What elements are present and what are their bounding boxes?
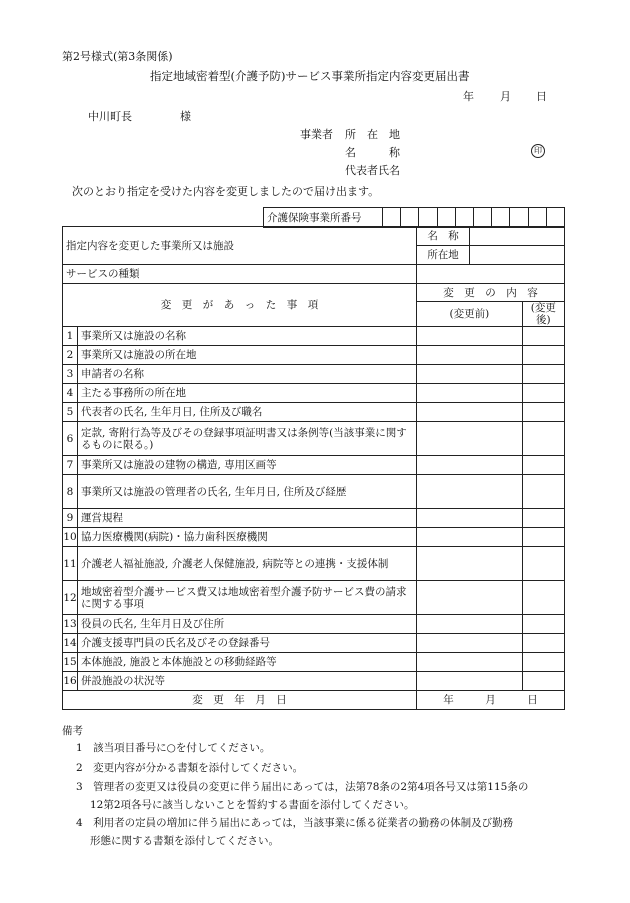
after-cell — [522, 422, 564, 456]
item-text: 併設施設の状況等 — [78, 672, 417, 691]
item-text: 申請者の名称 — [78, 365, 417, 384]
item-number: 6 — [63, 422, 78, 456]
main-table — [62, 226, 565, 710]
after-cell — [522, 403, 564, 422]
after-cell — [522, 384, 564, 403]
digit-cell — [401, 208, 419, 228]
after-cell — [522, 528, 564, 547]
seal-mark — [531, 143, 545, 158]
after-cell — [522, 475, 564, 509]
business-label: 事業者 — [300, 128, 333, 141]
insurer-number-table — [263, 207, 565, 228]
item-number: 8 — [63, 475, 78, 509]
item-number: 2 — [63, 346, 78, 365]
item-number: 4 — [63, 384, 78, 403]
item-number: 15 — [63, 653, 78, 672]
seal-text: 印 — [531, 144, 545, 158]
after-cell — [522, 634, 564, 653]
after-cell — [522, 365, 564, 384]
item-text: 代表者の氏名, 生年月日, 住所及び職名 — [78, 403, 417, 422]
before-cell — [417, 547, 523, 581]
item-number: 7 — [63, 456, 78, 475]
item-text: 事業所又は施設の名称 — [78, 327, 417, 346]
digit-cell — [437, 208, 455, 228]
item-number: 10 — [63, 528, 78, 547]
date-day: 日 — [536, 90, 547, 103]
item-number: 16 — [63, 672, 78, 691]
before-cell — [417, 365, 523, 384]
note-line: 2 変更内容が分かる書類を添付してください。 — [76, 762, 304, 774]
item-text: 協力医療機関(病院)・協力歯科医療機関 — [78, 528, 417, 547]
item-text: 事業所又は施設の管理者の氏名, 生年月日, 住所及び経歴 — [78, 475, 417, 509]
item-text: 役員の氏名, 生年月日及び住所 — [78, 615, 417, 634]
form-number: 第2号様式(第3条関係) — [62, 50, 173, 63]
after-cell — [522, 581, 564, 615]
note-line: 12第2項各号に該当しないことを誓約する書面を添付してください。 — [90, 799, 415, 811]
before-cell — [417, 672, 523, 691]
change-date-label: 変 更 年 月 日 — [63, 691, 417, 710]
digit-cell — [510, 208, 528, 228]
item-number: 12 — [63, 581, 78, 615]
before-cell — [417, 615, 523, 634]
notes-heading: 備考 — [62, 725, 83, 737]
digit-cell — [528, 208, 546, 228]
item-number: 11 — [63, 547, 78, 581]
after-label: (変更後) — [522, 302, 564, 327]
digit-cell — [492, 208, 510, 228]
digit-cell — [455, 208, 473, 228]
change-content-header: 変 更 の 内 容 — [417, 284, 565, 302]
item-text: 事業所又は施設の所在地 — [78, 346, 417, 365]
facility-name-value — [470, 227, 565, 246]
date-year: 年 — [463, 90, 474, 103]
date-month: 月 — [500, 90, 511, 103]
before-cell — [417, 346, 523, 365]
after-cell — [522, 672, 564, 691]
service-type-label: サービスの種類 — [63, 265, 417, 284]
before-cell — [417, 653, 523, 672]
before-cell — [417, 509, 523, 528]
service-type-value — [417, 265, 565, 284]
after-cell — [522, 615, 564, 634]
facility-label: 指定内容を変更した事業所又は施設 — [63, 227, 417, 265]
recipient-suffix: 様 — [180, 110, 191, 123]
intro-text: 次のとおり指定を受けた内容を変更しましたので届け出ます。 — [72, 185, 380, 198]
after-cell — [522, 327, 564, 346]
address-label: 所 在 地 — [345, 128, 400, 141]
before-cell — [417, 422, 523, 456]
item-number: 1 — [63, 327, 78, 346]
facility-address-value — [470, 246, 565, 265]
after-cell — [522, 456, 564, 475]
after-cell — [522, 509, 564, 528]
digit-cell — [383, 208, 401, 228]
note-line: 形態に関する書類を添付してください。 — [90, 835, 279, 847]
change-date-value: 年 月 日 — [417, 691, 565, 710]
item-number: 13 — [63, 615, 78, 634]
note-line: 4 利用者の定員の増加に伴う届出にあっては，当該事業に係る従業者の勤務の体制及び勤務 — [76, 817, 514, 829]
note-line: 1 該当項目番号に○を付してください。 — [76, 742, 271, 754]
after-cell — [522, 653, 564, 672]
after-cell — [522, 547, 564, 581]
item-text: 事業所又は施設の建物の構造, 専用区画等 — [78, 456, 417, 475]
before-cell — [417, 581, 523, 615]
digit-cell — [473, 208, 491, 228]
before-cell — [417, 528, 523, 547]
form-title: 指定地域密着型(介護予防)サービス事業所指定内容変更届出書 — [150, 69, 470, 83]
facility-name-label: 名 称 — [417, 227, 470, 246]
before-cell — [417, 327, 523, 346]
item-number: 3 — [63, 365, 78, 384]
facility-address-label: 所在地 — [417, 246, 470, 265]
before-cell — [417, 403, 523, 422]
before-cell — [417, 456, 523, 475]
before-cell — [417, 384, 523, 403]
item-text: 地域密着型介護サービス費又は地域密着型介護予防サービス費の請求に関する事項 — [78, 581, 417, 615]
item-text: 本体施設, 施設と本体施設との移動経路等 — [78, 653, 417, 672]
item-text: 運営規程 — [78, 509, 417, 528]
digit-cell — [546, 208, 564, 228]
item-number: 9 — [63, 509, 78, 528]
representative-label: 代表者氏名 — [345, 164, 400, 177]
after-cell — [522, 346, 564, 365]
item-number: 14 — [63, 634, 78, 653]
insurer-number-label: 介護保険事業所番号 — [264, 208, 383, 228]
item-number: 5 — [63, 403, 78, 422]
item-text: 定款, 寄附行為等及びその登録事項証明書又は条例等(当該事業に関するものに限る。) — [78, 422, 417, 456]
note-line: 3 管理者の変更又は役員の変更に伴う届出にあっては，法第78条の2第4項各号又は第115条の — [76, 781, 529, 793]
changed-items-header: 変 更 が あ っ た 事 項 — [63, 284, 417, 327]
before-cell — [417, 475, 523, 509]
item-text: 介護支援専門員の氏名及びその登録番号 — [78, 634, 417, 653]
item-text: 介護老人福祉施設, 介護老人保健施設, 病院等との連携・支援体制 — [78, 547, 417, 581]
item-text: 主たる事務所の所在地 — [78, 384, 417, 403]
digit-cell — [419, 208, 437, 228]
before-label: (変更前) — [417, 302, 523, 327]
before-cell — [417, 634, 523, 653]
name-label: 名 称 — [345, 146, 400, 159]
recipient: 中川町長 — [88, 110, 132, 123]
